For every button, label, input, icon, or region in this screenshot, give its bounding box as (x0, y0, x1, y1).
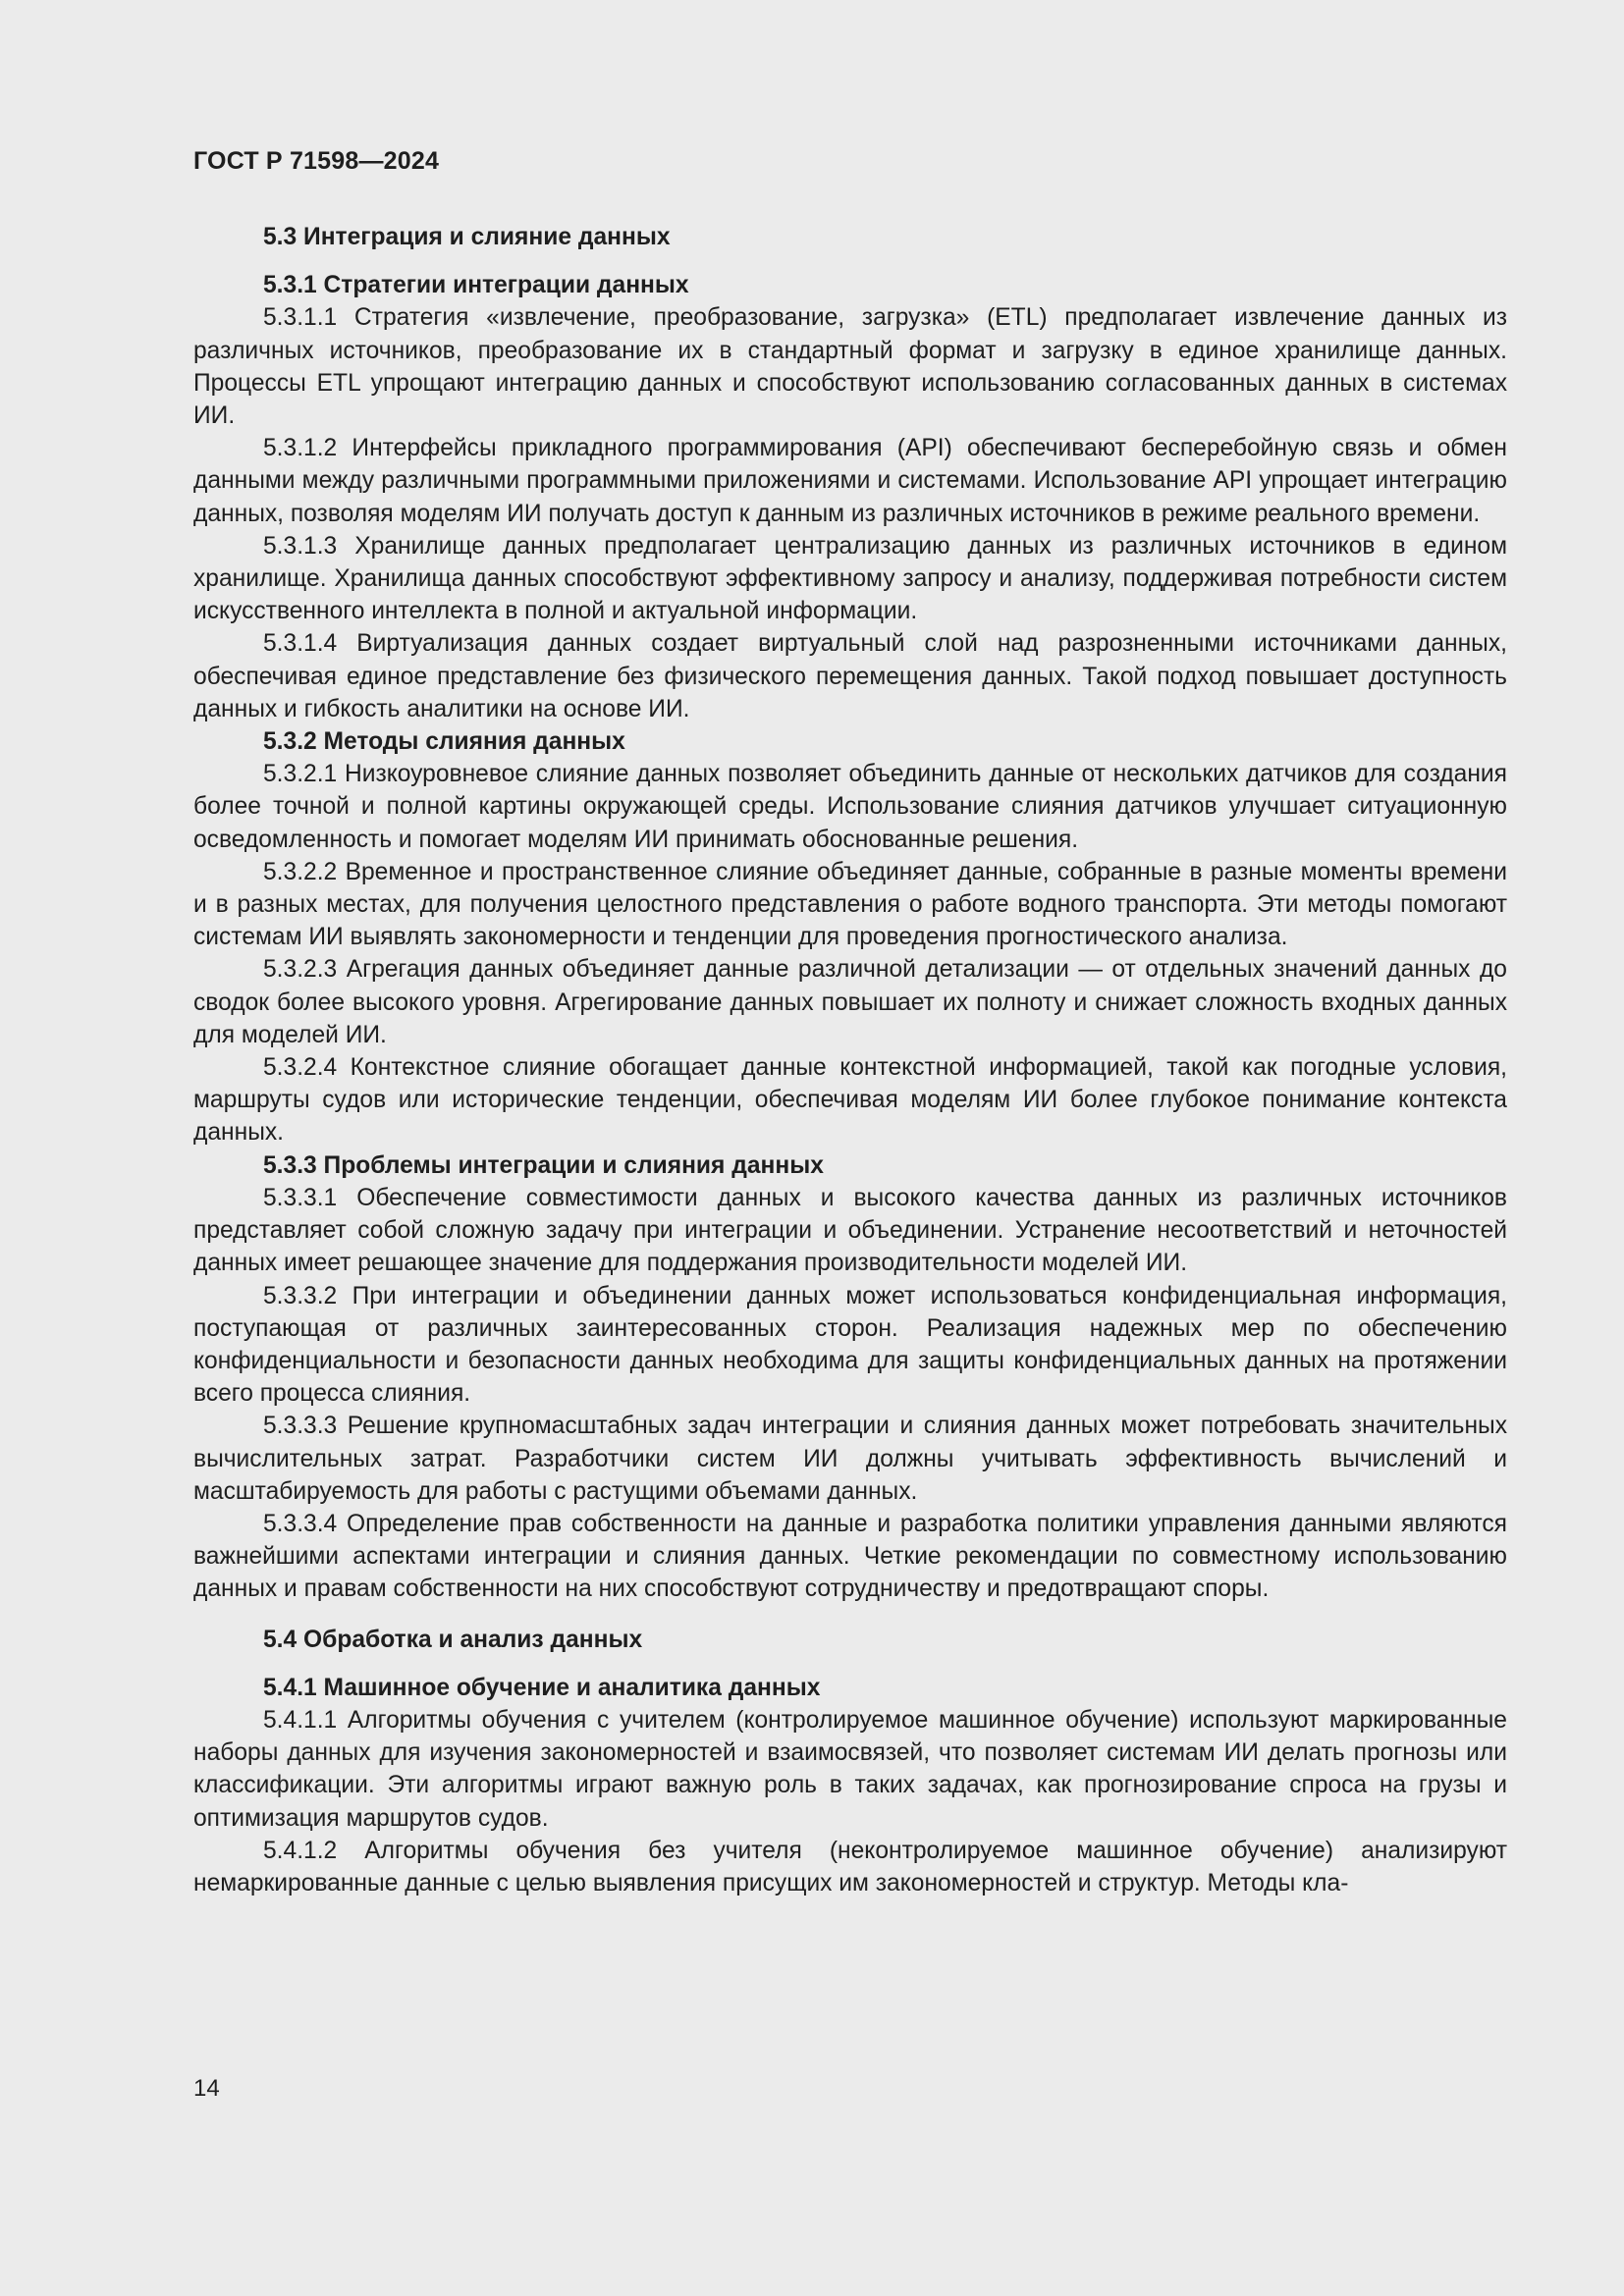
document-body (193, 221, 1507, 1899)
paragraph-5-4-1-2: 5.4.1.2 Алгоритмы обучения без учителя (неконтролируемое машинное обучение) анализируют немаркированные данные с целью выявления присущих им закономерностей и структур. Методы кла- (193, 1837, 1507, 1896)
paragraph-5-3-2-2: 5.3.2.2 Временное и пространственное слияние объединяет данные, собранные в разные моменты времени и в разных местах, для получения целостного представления о работе водного транспорта. Эти методы помогают системам ИИ выявлять закономерности и тенденции для проведения прогностического анализа. (193, 858, 1507, 951)
paragraph-5-3-3-3: 5.3.3.3 Решение крупномасштабных задач интеграции и слияния данных может потребовать значительных вычислительных затрат. Разработчики систем ИИ должны учитывать эффективность вычислений и масштабируемость для работы с растущими объемами данных. (193, 1413, 1507, 1505)
paragraph-5-4-1-1: 5.4.1.1 Алгоритмы обучения с учителем (контролируемое машинное обучение) используют маркированные наборы данных для изучения закономерностей и взаимосвязей, что позволяет системам ИИ делать прогнозы или классификации. Эти алгоритмы играют важную роль в таких задачах, как прогнозирование спроса на грузы и оптимизация маршрутов судов. (193, 1706, 1507, 1832)
paragraph-5-3-3-1: 5.3.3.1 Обеспечение совместимости данных и высокого качества данных из различных источников представляет собой сложную задачу при интеграции и объединении. Устранение несоответствий и неточностей данных имеет решающее значение для поддержания производительности моделей ИИ. (193, 1184, 1507, 1277)
paragraph-5-3-2-3: 5.3.2.3 Агрегация данных объединяет данные различной детализации — от отдельных значений данных до сводок более высокого уровня. Агрегирование данных повышает их полноту и снижает сложность входных данных для моделей ИИ. (193, 956, 1507, 1048)
section-heading-5-3: 5.3 Интеграция и слияние данных (263, 224, 671, 250)
subsection-heading-5-3-2: 5.3.2 Методы слияния данных (263, 728, 625, 756)
subsection-heading-5-3-3: 5.3.3 Проблемы интеграции и слияния данных (263, 1151, 824, 1179)
paragraph-5-3-2-4: 5.3.2.4 Контекстное слияние обогащает данные контекстной информацией, такой как погодные условия, маршруты судов или исторические тенденции, обеспечивая моделям ИИ более глубокое понимание контекста данных. (193, 1054, 1507, 1147)
section-heading-5-4: 5.4 Обработка и анализ данных (263, 1626, 643, 1653)
paragraph-5-3-3-4: 5.3.3.4 Определение прав собственности на данные и разработка политики управления данными являются важнейшими аспектами интеграции и слияния данных. Четкие рекомендации по совместному использованию данных и правам собственности на них способствуют сотрудничеству и предотвращают споры. (193, 1510, 1507, 1603)
subsection-heading-5-4-1: 5.4.1 Машинное обучение и аналитика данных (263, 1674, 821, 1701)
paragraph-5-3-1-4: 5.3.1.4 Виртуализация данных создает виртуальный слой над разрозненными источниками данных, обеспечивая единое представление без физического перемещения данных. Такой подход повышает доступность данных и гибкость аналитики на основе ИИ. (193, 630, 1507, 722)
document-header-id: ГОСТ Р 71598—2024 (193, 147, 440, 175)
paragraph-5-3-1-2: 5.3.1.2 Интерфейсы прикладного программирования (API) обеспечивают бесперебойную связь и обмен данными между различными программными приложениями и системами. Использование API упрощает интеграцию данных, позволяя моделям ИИ получать доступ к данным из различных источников в режиме реального времени. (193, 435, 1507, 527)
paragraph-5-3-1-3: 5.3.1.3 Хранилище данных предполагает централизацию данных из различных источников в едином хранилище. Хранилища данных способствуют эффективному запросу и анализу, поддерживая потребности систем искусственного интеллекта в полной и актуальной информации. (193, 532, 1507, 625)
paragraph-5-3-1-1: 5.3.1.1 Стратегия «извлечение, преобразование, загрузка» (ETL) предполагает извлечение данных из различных источников, преобразование их в стандартный формат и загрузку в единое хранилище данных. Процессы ETL упрощают интеграцию данных и способствуют использованию согласованных данных в системах ИИ. (193, 304, 1507, 430)
paragraph-5-3-3-2: 5.3.3.2 При интеграции и объединении данных может использоваться конфиденциальная информация, поступающая от различных заинтересованных сторон. Реализация надежных мер по обеспечению конфиденциальности и безопасности данных необходима для защиты конфиденциальных данных на протяжении всего процесса слияния. (193, 1282, 1507, 1408)
subsection-heading-5-3-1: 5.3.1 Стратегии интеграции данных (263, 272, 689, 299)
paragraph-5-3-2-1: 5.3.2.1 Низкоуровневое слияние данных позволяет объединить данные от нескольких датчиков для создания более точной и полной картины окружающей среды. Использование слияния датчиков улучшает ситуационную осведомленность и помогает моделям ИИ принимать обоснованные решения. (193, 761, 1507, 853)
page-number: 14 (193, 2075, 220, 2102)
